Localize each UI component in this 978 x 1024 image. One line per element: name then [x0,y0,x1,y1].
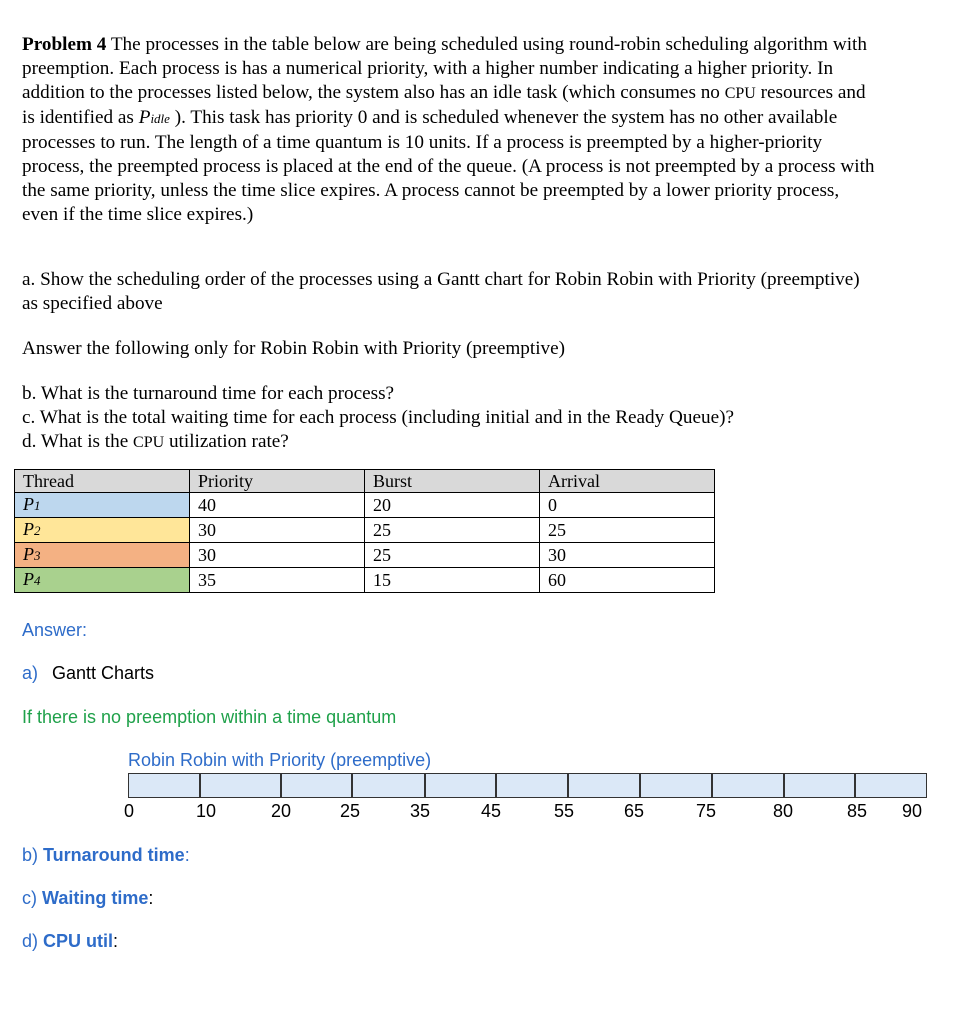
thread-cell: P1 [15,493,190,518]
table-header-row [15,470,715,493]
gantt-divider [424,774,426,797]
problem-line-8: even if the time slice expires.) [22,204,254,225]
gantt-tick-label: 80 [772,801,794,821]
gantt-title: Robin Robin with Priority (preemptive) [128,750,432,770]
answer-turnaround: b) Turnaround time: [22,845,190,865]
problem-line-7: the same priority, unless the time slice expires. A process cannot be preempted by a lower priority process, [22,180,840,201]
thread-cell: P3 [15,543,190,568]
gantt-chart [128,773,927,798]
question-a: a. Show the scheduling order of the processes using a Gantt chart for Robin Robin with Priority (preemptive) as specified above [22,269,860,314]
problem-line-2: preemption. Each process is has a numerical priority, with a higher number indicating a higher priority. In [22,58,834,79]
gantt-divider [280,774,282,797]
gantt-divider [199,774,201,797]
burst-cell: 15 [365,568,540,593]
answer-waiting: c) Waiting time: [22,888,154,908]
burst-cell: 25 [365,543,540,568]
problem-line-3: addition to the processes listed below, the system also has an idle task (which consumes no CPU resources and [22,82,866,103]
priority-cell: 35 [190,568,365,593]
answer-instruction: Answer the following only for Robin Robin with Priority (preemptive) [22,338,566,359]
gantt-tick-label: 10 [195,801,217,821]
header-arrival: Arrival [540,470,715,493]
answer-heading: Answer: [22,620,88,640]
burst-cell: 20 [365,493,540,518]
gantt-tick-label: 0 [123,801,135,821]
question-c: c. What is the total waiting time for each process (including initial and in the Ready Queue)? [22,407,735,428]
table-row [15,568,715,593]
gantt-tick-label: 35 [409,801,431,821]
gantt-tick-label: 20 [270,801,292,821]
problem-line-6: process, the preempted process is placed at the end of the queue. (A process is not preempted by a process with [22,156,875,177]
problem-line-1: Problem 4 The processes in the table below are being scheduled using round-robin scheduling algorithm with [22,34,867,55]
question-d: d. What is the CPU utilization rate? [22,431,289,452]
header-priority: Priority [190,470,365,493]
table-row [15,518,715,543]
priority-cell: 30 [190,518,365,543]
gantt-divider [567,774,569,797]
table-row [15,493,715,518]
questions-bcd [22,382,942,455]
arrival-cell: 0 [540,493,715,518]
gantt-divider [495,774,497,797]
arrival-cell: 60 [540,568,715,593]
gantt-tick-label: 55 [553,801,575,821]
gantt-divider [639,774,641,797]
gantt-tick-label: 65 [623,801,645,821]
problem-line-5: processes to run. The length of a time quantum is 10 units. If a process is preempted by a higher-priority [22,132,823,153]
gantt-tick-label: 75 [695,801,717,821]
problem-line-4: is identified as Pidle ). This task has priority 0 and is scheduled whenever the system has no other available [22,107,838,128]
gantt-tick-label: 90 [901,801,923,821]
header-thread: Thread [15,470,190,493]
header-burst: Burst [365,470,540,493]
gantt-divider [854,774,856,797]
gantt-tick-label: 25 [339,801,361,821]
gantt-divider [711,774,713,797]
problem-statement [22,33,942,227]
gantt-divider [783,774,785,797]
gantt-divider [351,774,353,797]
thread-table [14,469,715,593]
answer-a: a) Gantt Charts [22,663,155,683]
gantt-tick-label: 45 [480,801,502,821]
thread-cell: P4 [15,568,190,593]
arrival-cell: 25 [540,518,715,543]
problem-label: Problem 4 [22,34,107,55]
priority-cell: 40 [190,493,365,518]
priority-cell: 30 [190,543,365,568]
gantt-tick-label: 85 [846,801,868,821]
thread-cell: P2 [15,518,190,543]
arrival-cell: 30 [540,543,715,568]
answer-cpu-util: d) CPU util: [22,931,119,951]
burst-cell: 25 [365,518,540,543]
question-b: b. What is the turnaround time for each process? [22,383,395,404]
table-row [15,543,715,568]
answer-note: If there is no preemption within a time quantum [22,707,397,727]
